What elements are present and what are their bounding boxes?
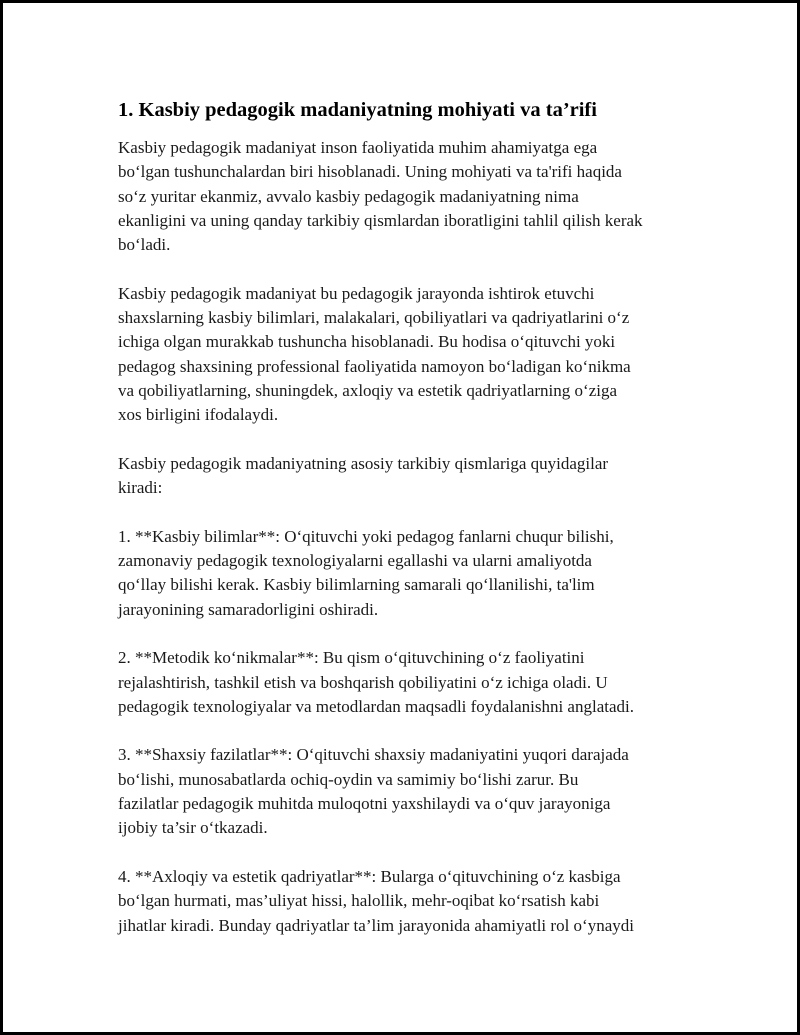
text-line: pedagog shaxsining professional faoliyatida namoyon bo‘ladigan ko‘nikma <box>118 356 631 376</box>
text-line: Kasbiy pedagogik madaniyatning asosiy tarkibiy qismlariga quyidagilar <box>118 453 609 473</box>
list-item-methodical-skills <box>118 646 693 719</box>
text-line: ijobiy ta’sir o‘tkazadi. <box>118 818 268 838</box>
text-line: bo‘lgan hurmati, mas’uliyat hissi, halollik, mehr-oqibat ko‘rsatish kabi <box>118 891 600 911</box>
paragraph-components-intro <box>118 452 693 501</box>
text-line: va qobiliyatlarning, shuningdek, axloqiy va estetik qadriyatlarning o‘ziga <box>118 380 618 400</box>
text-line: bo‘lishi, munosabatlarda ochiq-oydin va samimiy bo‘lishi zarur. Bu <box>118 769 579 789</box>
document-body <box>118 96 693 962</box>
text-line: 1. **Kasbiy bilimlar**: O‘qituvchi yoki pedagog fanlarni chuqur bilishi, <box>118 526 614 546</box>
text-line: kiradi: <box>118 478 163 498</box>
text-line: xos birligini ifodalaydi. <box>118 405 279 425</box>
text-line: jihatlar kiradi. Bunday qadriyatlar ta’lim jarayonida ahamiyatli rol o‘ynaydi <box>118 915 634 935</box>
text-line: Kasbiy pedagogik madaniyat inson faoliyatida muhim ahamiyatga ega <box>118 138 598 157</box>
text-line: qo‘llay bilishi kerak. Kasbiy bilimlarning samarali qo‘llanilishi, ta'lim <box>118 575 595 595</box>
text-line: shaxslarning kasbiy bilimlari, malakalari, qobiliyatlari va qadriyatlarini o‘z <box>118 308 630 328</box>
text-line: Kasbiy pedagogik madaniyat bu pedagogik jarayonda ishtirok etuvchi <box>118 283 595 303</box>
list-item-personal-qualities <box>118 743 693 840</box>
text-line: ichiga olgan murakkab tushuncha hisoblanadi. Bu hodisa o‘qituvchi yoki <box>118 332 616 352</box>
text-line: bo‘lgan tushunchalardan biri hisoblanadi. Uning mohiyati va ta'rifi haqida <box>118 162 622 182</box>
text-line: 3. **Shaxsiy fazilatlar**: O‘qituvchi shaxsiy madaniyatini yuqori darajada <box>118 745 629 765</box>
list-item-professional-knowledge <box>118 525 693 622</box>
text-line: bo‘ladi. <box>118 235 171 255</box>
text-line: fazilatlar pedagogik muhitda muloqotni yaxshilaydi va o‘quv jarayoniga <box>118 794 611 814</box>
text-line: ekanligini va uning qanday tarkibiy qismlardan iboratligini tahlil qilish kerak <box>118 210 643 230</box>
text-line: jarayonining samaradorligini oshiradi. <box>118 599 379 619</box>
list-item-moral-aesthetic-values <box>118 865 693 938</box>
text-line: zamonaviy pedagogik texnologiyalarni egallashi va ularni amaliyotda <box>118 551 592 571</box>
text-line: 2. **Metodik ko‘nikmalar**: Bu qism o‘qituvchining o‘z faoliyatini <box>118 648 585 668</box>
text-line: rejalashtirish, tashkil etish va boshqarish qobiliyatini o‘z ichiga oladi. U <box>118 672 608 692</box>
section-heading: 1. Kasbiy pedagogik madaniyatning mohiyati va ta’rifi <box>118 99 597 121</box>
text-line: pedagogik texnologiyalar va metodlardan maqsadli foydalanishni anglatadi. <box>118 696 634 716</box>
paragraph-definition <box>118 282 693 428</box>
text-line: so‘z yuritar ekanmiz, avvalo kasbiy pedagogik madaniyatning nima <box>118 186 579 206</box>
paragraph-intro <box>118 136 693 257</box>
text-line: 4. **Axloqiy va estetik qadriyatlar**: Bularga o‘qituvchining o‘z kasbiga <box>118 866 621 886</box>
